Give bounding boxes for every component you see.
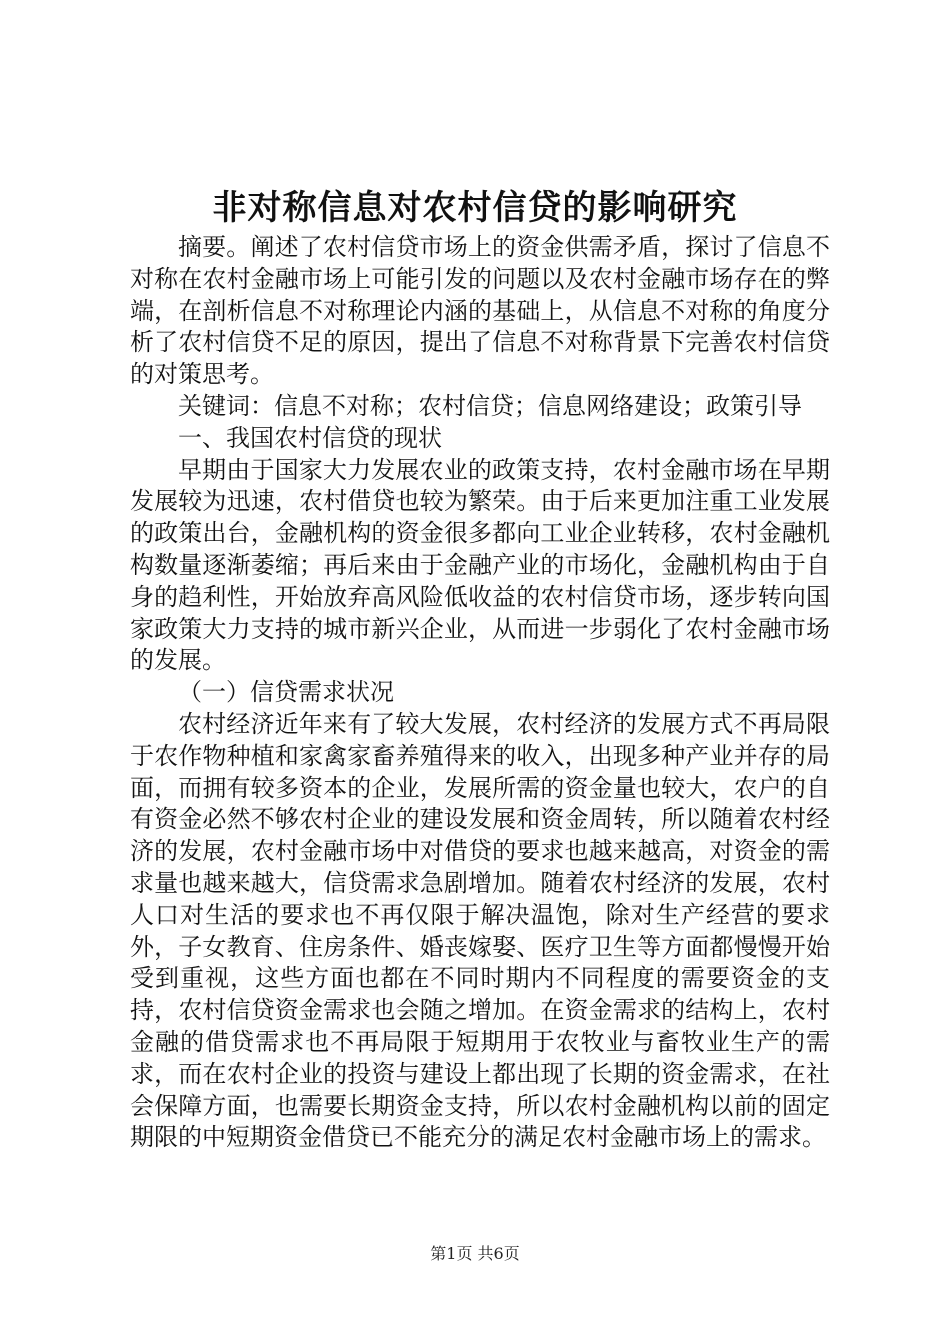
document-title: 非对称信息对农村信贷的影响研究 [212,188,738,228]
document-body [130,232,830,1154]
page-footer: 第1页 共6页 [430,1244,520,1263]
section-heading: 一、我国农村信贷的现状 [178,423,442,452]
body-paragraph: 早期由于国家大力发展农业的政策支持，农村金融市场在早期发展较为迅速，农村借贷也较为繁荣。由于后来更加注重工业发展的政策出台，金融机构的资金很多都向工业企业转移，农村金融机构数量逐渐萎缩；再后来由于金融产业的市场化，金融机构由于自身的趋利性，开始放弃高风险低收益的农村信贷市场，逐步转向国家政策大力支持的城市新兴企业，从而进一步弱化了农村金融市场的发展。 [130,455,830,675]
subsection-heading: （一）信贷需求状况 [178,678,394,707]
body-paragraph: 农村经济近年来有了较大发展，农村经济的发展方式不再局限于农作物种植和家禽家畜养殖得来的收入，出现多种产业并存的局面，而拥有较多资本的企业，发展所需的资金量也较大，农户的自有资金必然不够农村企业的建设发展和资金周转，所以随着农村经济的发展，农村金融市场中对借贷的要求也越来越高，对资金的需求量也越来越大，信贷需求急剧增加。随着农村经济的发展，农村人口对生活的要求也不再仅限于解决温饱，除对生产经营的要求外，子女教育、住房条件、婚丧嫁娶、医疗卫生等方面都慢慢开始受到重视，这些方面也都在不同时期内不同程度的需要资金的支持，农村信贷资金需求也会随之增加。在资金需求的结构上，农村金融的借贷需求也不再局限于短期用于农牧业与畜牧业生产的需求，而在农村企业的投资与建设上都出现了长期的资金需求，在社会保障方面，也需要长期资金支持，所以农村金融机构以前的固定期限的中短期资金借贷已不能充分的满足农村金融市场上的需求。 [130,709,830,1152]
abstract-paragraph: 摘要。阐述了农村信贷市场上的资金供需矛盾，探讨了信息不对称在农村金融市场上可能引发的问题以及农村金融市场存在的弊端，在剖析信息不对称理论内涵的基础上，从信息不对称的角度分析了农村信贷不足的原因，提出了信息不对称背景下完善农村信贷的对策思考。 [130,233,830,389]
keywords-paragraph: 关键词：信息不对称；农村信贷；信息网络建设；政策引导 [178,391,802,420]
